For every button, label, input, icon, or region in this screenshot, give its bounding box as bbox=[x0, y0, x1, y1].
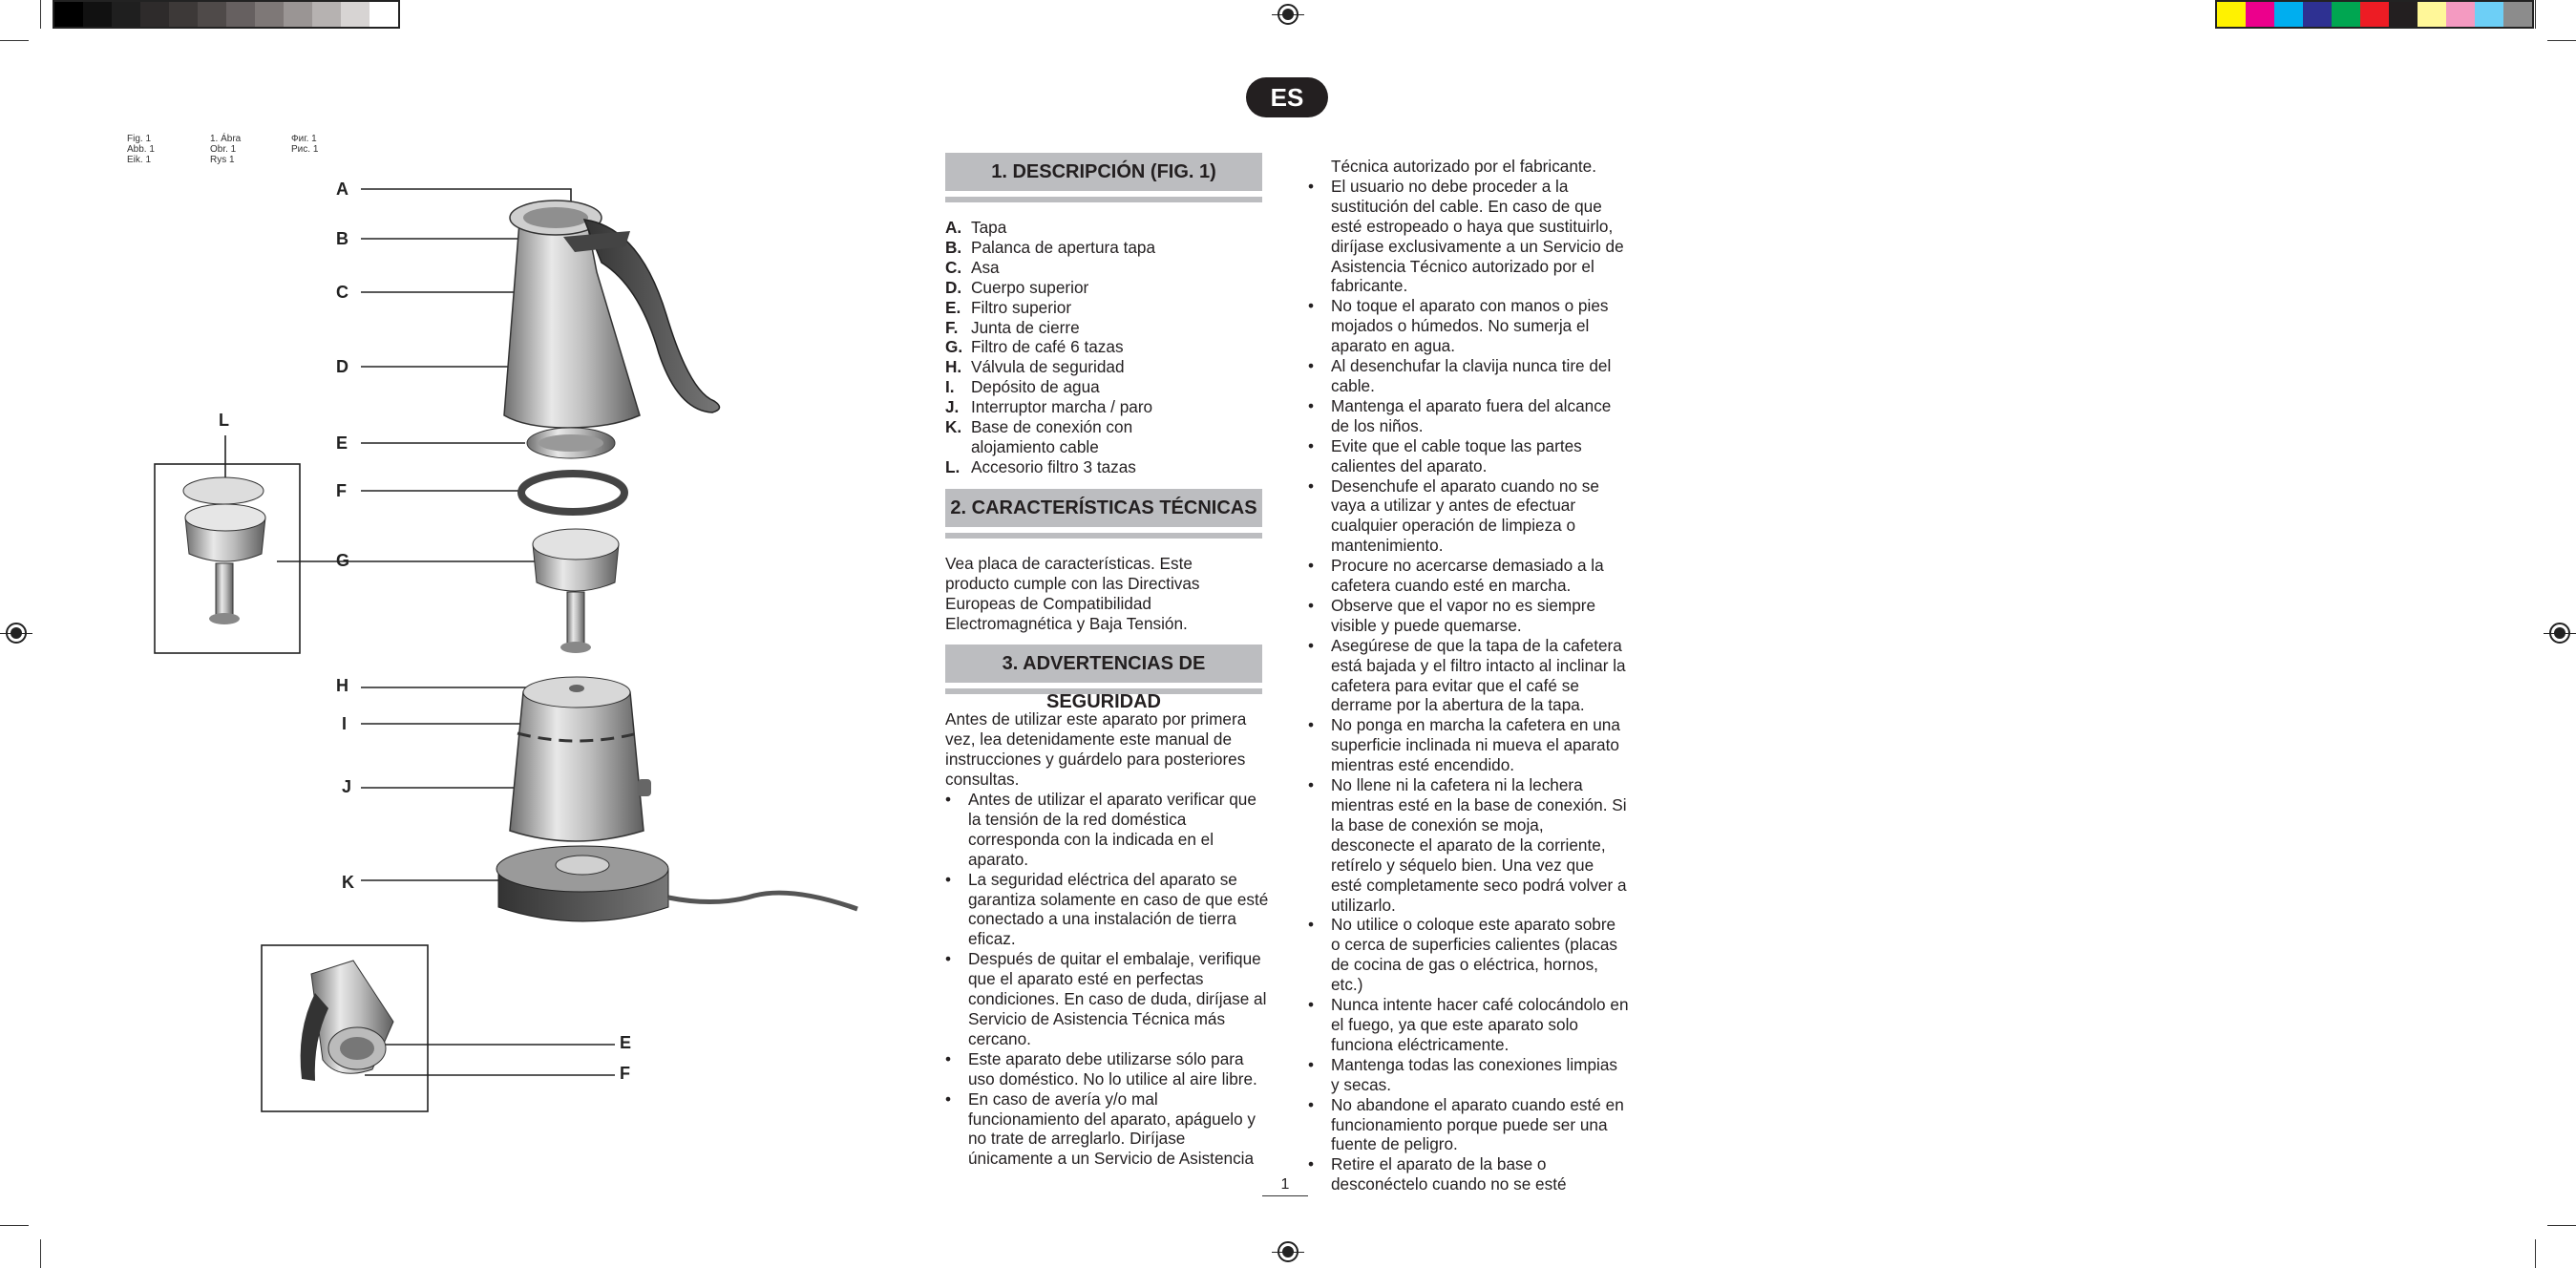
description-key: H. bbox=[945, 357, 962, 377]
crop-mark bbox=[0, 40, 29, 41]
bullet-item bbox=[1308, 1055, 1629, 1095]
description-text: Base de conexión con alojamiento cable bbox=[971, 417, 1133, 456]
column-2-bullets bbox=[1308, 177, 1629, 1194]
bullet-text: Después de quitar el embalaje, verifique que el aparato esté en perfectas condiciones. En caso de duda, diríjase al Servicio de Asistencia Técnica más cercano. bbox=[968, 949, 1267, 1048]
bullet-text: La seguridad eléctrica del aparato se garantiza solamente en caso de que esté conectado a una instalación de tierra eficaz. bbox=[968, 869, 1269, 949]
bullet-icon: • bbox=[1308, 1094, 1315, 1114]
coffee-maker-exploded-diagram bbox=[143, 172, 869, 1117]
description-item bbox=[945, 258, 1270, 278]
bullet-item bbox=[1308, 476, 1629, 557]
text-column-2 bbox=[1308, 157, 1629, 1194]
bullet-icon: • bbox=[1308, 995, 1315, 1015]
crop-mark bbox=[2547, 40, 2576, 41]
description-item bbox=[945, 357, 1270, 377]
description-text: Filtro superior bbox=[971, 297, 1072, 317]
fig-caption-line: Eik. 1 bbox=[127, 155, 152, 165]
bullet-icon: • bbox=[1308, 356, 1315, 376]
bullet-item bbox=[1308, 1095, 1629, 1155]
bullet-text: Este aparato debe utilizarse sólo para uso doméstico. No lo utilice al aire libre. bbox=[968, 1048, 1257, 1088]
bullet-item bbox=[1308, 715, 1629, 775]
bullet-item bbox=[1308, 995, 1629, 1055]
bullet-icon: • bbox=[1308, 1054, 1315, 1074]
section-3-intro: Antes de utilizar este aparato por primera vez, lea detenidamente este manual de instrucciones y guárdelo para posteriores consultas. bbox=[945, 709, 1247, 790]
description-item bbox=[945, 337, 1270, 357]
bullet-item bbox=[1308, 636, 1629, 716]
color-swatch bbox=[2303, 2, 2332, 27]
description-key: B. bbox=[945, 237, 962, 257]
bullet-text: Al desenchufar la clavija nunca tire del cable. bbox=[1331, 356, 1612, 395]
bullet-icon: • bbox=[1308, 715, 1315, 735]
registration-mark-top bbox=[1277, 4, 1299, 25]
description-text: Filtro de café 6 tazas bbox=[971, 337, 1124, 357]
bullet-icon: • bbox=[1308, 915, 1315, 935]
bullet-item bbox=[1308, 556, 1629, 596]
fig-caption-line: Fig. 1 bbox=[127, 134, 152, 144]
bullet-text: El usuario no debe proceder a la sustitución del cable. En caso de que esté estropeado o haya que sustituirlo, diríjase exclusivamente a un Servicio de Asistencia Técnico autorizado por el fabricante. bbox=[1331, 176, 1624, 296]
bullet-icon: • bbox=[1308, 296, 1315, 316]
bullet-icon: • bbox=[1308, 775, 1315, 795]
bullet-item bbox=[1308, 775, 1629, 915]
bullet-item bbox=[945, 949, 1270, 1049]
color-swatch bbox=[2332, 2, 2360, 27]
bullet-icon: • bbox=[1308, 435, 1315, 455]
color-swatch bbox=[255, 2, 284, 27]
bullet-icon: • bbox=[945, 1048, 952, 1068]
bullet-item bbox=[1308, 396, 1629, 436]
description-key: K. bbox=[945, 417, 962, 437]
part-label-l: L bbox=[219, 411, 229, 430]
column-2-continuation: Técnica autorizado por el fabricante. bbox=[1331, 157, 1597, 176]
registration-mark-left bbox=[6, 623, 27, 644]
part-label-i: I bbox=[342, 714, 348, 733]
language-badge: ES bbox=[1246, 77, 1328, 117]
bullet-text: No toque el aparato con manos o pies mojados o húmedos. No sumerja el aparato en agua. bbox=[1331, 296, 1609, 356]
bullet-icon: • bbox=[1308, 595, 1315, 615]
bullet-text: No llene ni la cafetera ni la lechera mientras esté en la base de conexión. Si la base de conexión se moja, desconecte el aparato de la corriente, retírelo y séquelo bien. Una vez que esté completamente seco podrá volver a utilizarlo. bbox=[1331, 775, 1627, 915]
color-swatch bbox=[112, 2, 140, 27]
description-item bbox=[945, 218, 1270, 238]
color-swatch bbox=[2360, 2, 2389, 27]
page-number: 1 bbox=[1262, 1176, 1308, 1196]
color-swatch bbox=[198, 2, 226, 27]
description-item bbox=[945, 397, 1270, 417]
bullet-text: Mantenga el aparato fuera del alcance de los niños. bbox=[1331, 395, 1612, 435]
bullet-icon: • bbox=[1308, 176, 1315, 196]
description-key: D. bbox=[945, 277, 962, 297]
bullet-text: Observe que el vapor no es siempre visible y puede quemarse. bbox=[1331, 595, 1596, 635]
color-swatch bbox=[2389, 2, 2418, 27]
crop-mark bbox=[40, 1239, 41, 1268]
description-text: Tapa bbox=[971, 218, 1007, 237]
grayscale-color-bar bbox=[53, 0, 400, 29]
part-label-f-inset: F bbox=[620, 1064, 630, 1083]
crop-mark bbox=[2547, 1225, 2576, 1226]
fig-caption-line: Abb. 1 bbox=[127, 144, 155, 155]
fig-caption-col2 bbox=[210, 134, 241, 165]
part-label-f: F bbox=[336, 481, 347, 500]
color-swatch bbox=[284, 2, 312, 27]
bullet-icon: • bbox=[945, 949, 952, 969]
bullet-item bbox=[1308, 436, 1629, 476]
description-key: E. bbox=[945, 297, 961, 317]
part-label-j: J bbox=[342, 777, 352, 796]
color-swatch bbox=[2246, 2, 2274, 27]
fig-caption-line: Rys 1 bbox=[210, 155, 235, 165]
description-key: L. bbox=[945, 456, 961, 476]
description-text: Palanca de apertura tapa bbox=[971, 237, 1156, 257]
description-key: G. bbox=[945, 337, 963, 357]
part-label-e-inset: E bbox=[620, 1033, 632, 1052]
section-2-title: 2. CARACTERÍSTICAS TÉCNICAS bbox=[945, 489, 1262, 533]
bullet-text: Nunca intente hacer café colocándolo en el fuego, ya que este aparato solo funciona eléctricamente. bbox=[1331, 995, 1629, 1054]
bullet-item bbox=[945, 1049, 1270, 1089]
bullet-icon: • bbox=[1308, 635, 1315, 655]
color-swatch bbox=[2503, 2, 2532, 27]
description-item bbox=[945, 238, 1270, 258]
description-text: Cuerpo superior bbox=[971, 277, 1089, 297]
color-swatch bbox=[2217, 2, 2246, 27]
description-text: Depósito de agua bbox=[971, 377, 1100, 397]
description-item bbox=[945, 278, 1270, 298]
registration-mark-bottom bbox=[1277, 1241, 1299, 1262]
description-text: Válvula de seguridad bbox=[971, 357, 1125, 377]
description-text: Interruptor marcha / paro bbox=[971, 397, 1153, 417]
crop-mark bbox=[2535, 0, 2536, 29]
bullet-item bbox=[1308, 596, 1629, 636]
bullet-icon: • bbox=[1308, 476, 1315, 496]
part-label-d: D bbox=[336, 357, 348, 376]
fig-caption-col1 bbox=[127, 134, 155, 165]
part-label-c: C bbox=[336, 283, 348, 302]
crop-mark bbox=[2535, 1239, 2536, 1268]
bullet-icon: • bbox=[945, 869, 952, 889]
bullet-icon: • bbox=[1308, 556, 1315, 576]
bullet-item bbox=[1308, 177, 1629, 296]
bullet-item bbox=[1308, 915, 1629, 995]
bullet-icon: • bbox=[1308, 1154, 1315, 1174]
description-text: Accesorio filtro 3 tazas bbox=[971, 456, 1136, 476]
bullet-text: Antes de utilizar el aparato verificar que la tensión de la red doméstica corresponda con la indicada en el aparato. bbox=[968, 790, 1256, 869]
description-item bbox=[945, 457, 1270, 477]
color-swatch bbox=[169, 2, 198, 27]
bullet-text: Retire el aparato de la base o desconéctelo cuando no se esté bbox=[1331, 1154, 1567, 1194]
text-column-1 bbox=[945, 153, 1270, 1169]
bullet-item bbox=[1308, 1154, 1629, 1194]
fig-caption-line: 1. Ábra bbox=[210, 134, 242, 144]
description-item bbox=[945, 417, 1270, 457]
section-1-title: 1. DESCRIPCIÓN (FIG. 1) bbox=[945, 153, 1262, 197]
description-text: Junta de cierre bbox=[971, 317, 1080, 337]
color-swatch bbox=[2274, 2, 2303, 27]
section-3-title: 3. ADVERTENCIAS DE SEGURIDAD bbox=[945, 645, 1262, 688]
description-item bbox=[945, 318, 1270, 338]
bullet-icon: • bbox=[945, 790, 952, 810]
crop-mark bbox=[0, 1225, 29, 1226]
color-swatch bbox=[83, 2, 112, 27]
crop-mark bbox=[40, 0, 41, 29]
section-2-body: Vea placa de características. Este producto cumple con las Directivas Europeas de Compatibilidad Electromagnética y Baja Tensión. bbox=[945, 553, 1200, 633]
color-swatch bbox=[2418, 2, 2446, 27]
bullet-text: Desenchufe el aparato cuando no se vaya a utilizar y antes de efectuar cualquier operación de limpieza o mantenimiento. bbox=[1331, 476, 1599, 556]
part-label-k: K bbox=[342, 873, 354, 892]
description-list bbox=[945, 218, 1270, 477]
description-key: C. bbox=[945, 257, 962, 277]
process-color-bar bbox=[2215, 0, 2534, 29]
description-item bbox=[945, 377, 1270, 397]
description-key: J. bbox=[945, 397, 960, 417]
bullet-text: No utilice o coloque este aparato sobre o cerca de superficies calientes (placas de cocina de gas o eléctrica, hornos, etc.) bbox=[1331, 915, 1617, 995]
bullet-text: Procure no acercarse demasiado a la cafetera cuando esté en marcha. bbox=[1331, 556, 1604, 596]
description-item bbox=[945, 298, 1270, 318]
color-swatch bbox=[226, 2, 255, 27]
bullet-icon: • bbox=[945, 1088, 952, 1109]
fig-caption-col3 bbox=[291, 134, 318, 155]
bullet-text: Asegúrese de que la tapa de la cafetera está bajada y el filtro intacto al inclinar la cafetera para evitar que el café se derrame por la abertura de la tapa. bbox=[1331, 635, 1626, 715]
bullet-item bbox=[945, 1089, 1270, 1170]
bullet-text: Mantenga todas las conexiones limpias y secas. bbox=[1331, 1054, 1618, 1094]
part-label-e: E bbox=[336, 433, 348, 453]
description-key: A. bbox=[945, 218, 962, 237]
bullet-icon: • bbox=[1308, 395, 1315, 415]
description-text: Asa bbox=[971, 257, 1000, 277]
bullet-item bbox=[945, 790, 1270, 870]
color-swatch bbox=[370, 2, 398, 27]
color-swatch bbox=[341, 2, 370, 27]
fig-caption-line: Фиг. 1 bbox=[291, 134, 317, 144]
color-swatch bbox=[312, 2, 341, 27]
color-swatch bbox=[2475, 2, 2503, 27]
section-3-bullets bbox=[945, 790, 1270, 1169]
part-label-b: B bbox=[336, 229, 348, 248]
bullet-item bbox=[1308, 356, 1629, 396]
bullet-text: En caso de avería y/o mal funcionamiento del aparato, apáguelo y no trate de arreglarlo. Diríjase únicamente a un Servicio de Asistencia bbox=[968, 1088, 1256, 1169]
color-swatch bbox=[140, 2, 169, 27]
color-swatch bbox=[54, 2, 83, 27]
bullet-text: No ponga en marcha la cafetera en una superficie inclinada ni mueva el aparato mientras esté encendido. bbox=[1331, 715, 1620, 775]
description-key: I. bbox=[945, 377, 955, 397]
bullet-item bbox=[945, 870, 1270, 950]
part-label-h: H bbox=[336, 676, 348, 695]
fig-caption-line: Рис. 1 bbox=[291, 144, 319, 155]
registration-mark-right bbox=[2549, 623, 2570, 644]
description-key: F. bbox=[945, 317, 959, 337]
bullet-item bbox=[1308, 296, 1629, 356]
bullet-text: No abandone el aparato cuando esté en funcionamiento porque puede ser una fuente de peligro. bbox=[1331, 1094, 1624, 1154]
part-label-a: A bbox=[336, 180, 348, 199]
fig-caption-line: Obr. 1 bbox=[210, 144, 237, 155]
part-label-g: G bbox=[336, 551, 350, 570]
bullet-text: Evite que el cable toque las partes calientes del aparato. bbox=[1331, 435, 1582, 476]
color-swatch bbox=[2446, 2, 2475, 27]
